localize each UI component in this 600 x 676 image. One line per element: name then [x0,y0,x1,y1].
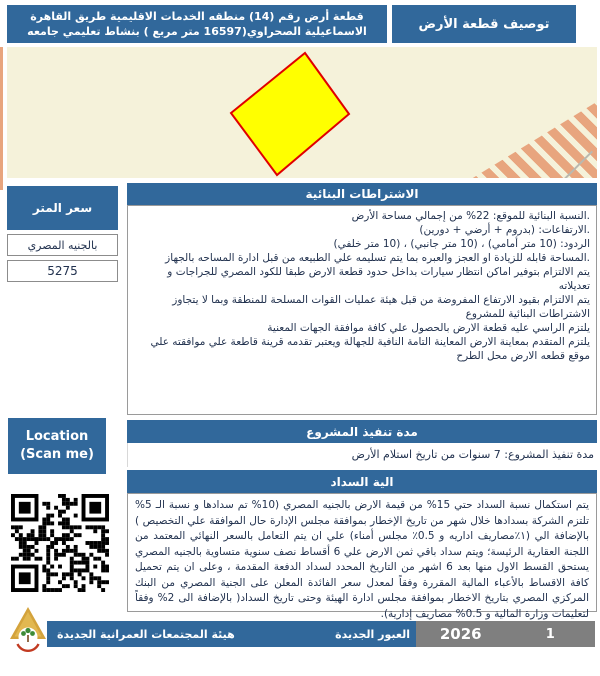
page-title-text: توصيف قطعة الأرض [418,16,550,32]
project-duration-header [127,420,597,443]
requirement-item: .المساحة قابله للزيادة او العجز والعبره بما يتم تسليمه علي الطبيعه من قبل ادارة المساحه بالجهاز [165,252,590,264]
price-value-box [7,260,118,282]
building-requirements-list [127,205,597,415]
footer-authority: هيئة المجتمعات العمرانية الجديدة [57,627,235,641]
requirement-item: يلتزم المتقدم بمعاينة الارض المعاينة التامة النافية للجهالة ويعتبر تقدمه قرينة قاطعة علي موافقته علي موقع قطعه الارض محل الطرح [150,336,590,362]
requirement-item: يتم الالتزام بتوفير اماكن انتظار سيارات بداخل حدود قطعة الارض طبقا للكود المصري للجراجات و تعديلاته [167,266,590,292]
currency-label: بالجنيه المصري [27,238,98,252]
building-requirements-header [127,183,597,205]
requirement-item: يتم الالتزام بقيود الارتفاع المفروضة من قبل هيئة عمليات القوات المسلحة للمنطقة وبما لا يتجاوز الاشتراطات البنائية للمشروع [172,294,590,320]
building-requirements-title: الاشتراطات البنائية [305,187,419,201]
qr-code [10,494,110,592]
footer-city: العبور الجديدة [335,627,410,641]
footer-year: 2026 [439,625,482,643]
currency-box [7,234,118,256]
payment-method-header [127,470,597,493]
price-per-meter-label: سعر المتر [32,201,93,215]
price-value: 5275 [47,264,78,278]
location-label-line2: (Scan me) [20,447,94,462]
location-label-line1: Location [25,429,89,444]
requirement-item: يلتزم الراسي عليه قطعة الارض بالحصول علي كافة موافقة الجهات المعنية [267,322,590,334]
project-duration-value: مدة تنفيذ المشروع: 7 سنوات من تاريخ استلام الأرض [127,443,597,467]
nuca-logo-icon [8,606,48,654]
plot-description-text: قطعة أرض رقم (14) منطقه الخدمات الاقليمية طريق القاهرة الاسماعيلية الصحراوي(16597 متر مربع ) بنشاط تعليمي جامعه [27,10,367,38]
footer-meta [416,621,595,647]
project-duration-title: مدة تنفيذ المشروع [306,424,418,439]
edge-road-stripe [0,47,3,190]
footer-page-number: 1 [545,626,555,642]
location-scan-label [8,418,106,474]
page-title [392,5,576,43]
plot-description-header [7,5,387,43]
requirement-item: الردود: (10 متر أمامي) ، (10 متر جانبي) ، (10 متر خلفي) [333,238,590,250]
payment-method-title: الية السداد [330,474,394,489]
requirement-item: .النسبة البنائية للموقع: 22% من إجمالي مساحة الأرض [351,210,590,222]
requirement-item: .الارتفاعات: (بدروم + أرضي + دورين) [419,224,590,236]
price-per-meter-header [7,186,118,230]
site-map [7,47,597,178]
footer-bar [47,621,416,647]
payment-terms-text: يتم استكمال نسبة السداد حتي 15% من قيمة الارض بالجنيه المصري (10% تم سدادها و نسبة الـ 5% تلتزم الشركة بسدادها خلال شهر من تاريخ الإخطار بموافقة مجلس الإدارة حال الموافقة علي التخصيص ) بالإضافة الي (١٪مصاريف اداريه و 0.5٪ مجلس أمناء) علي ان يتم التعامل بالسعر النهائي المعتمد من اللجنة العقارية الرئيسة؛ ويتم سداد باقي ثمن الارض علي 6 أقساط نصف سنوية متساوية بالجنيه المصري يستحق القسط الاول منها بعد 6 اشهر من التاريخ المحدد لسداد الدفعة المقدمة ، وعلى ان يتم تحميل كافة الاقساط بالأعباء المالية المقررة وفقاً لمعدل سعر الفائدة المعلن على الجنية المصري من البنك المركزي المصري بتاريخ الاخطار بموافقة مجلس ادارة الهيئة وحتى تاريخ السداد( بالإضافة الى 2% وفقاً لتعليمات وزارة المالية و 0.5% مصاريف إدارية). [127,493,597,612]
